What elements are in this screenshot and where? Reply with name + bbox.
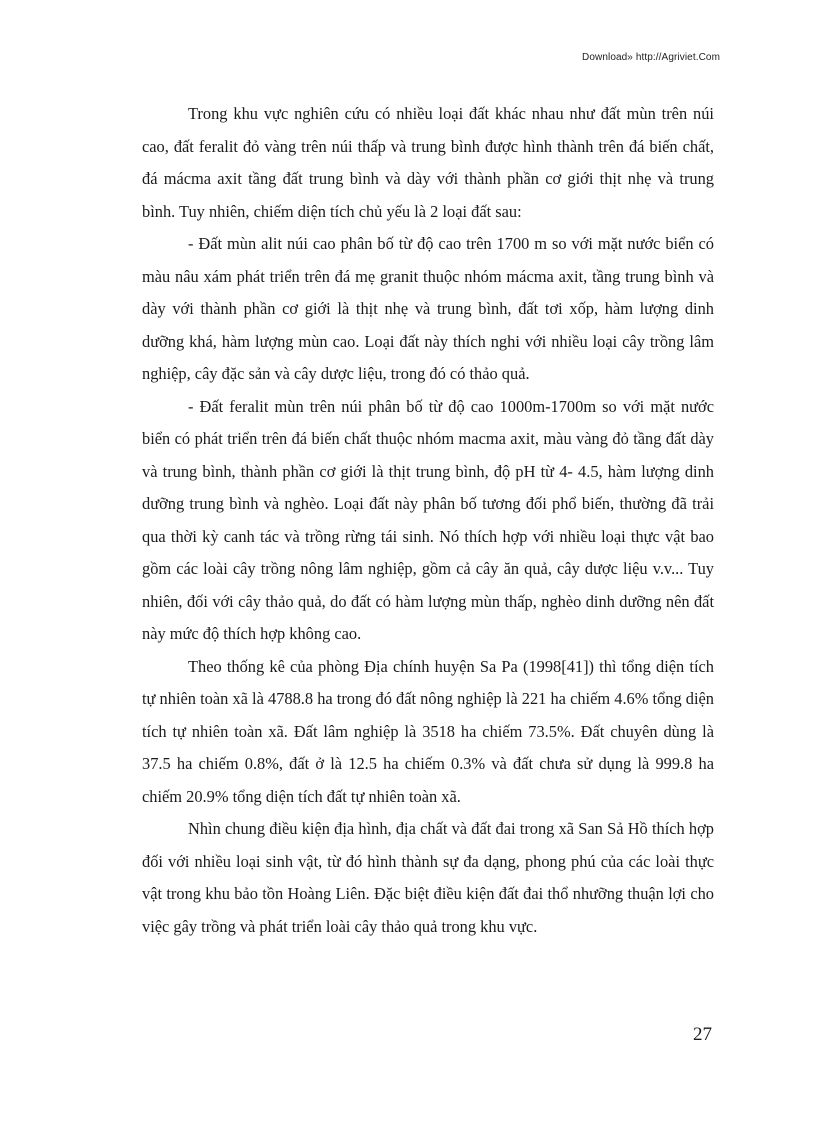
paragraph-alit-humus-soil: - Đất mùn alit núi cao phân bố từ độ cao trên 1700 m so với mặt nước biển có màu nâu xám phát triển trên đá mẹ granit thuộc nhóm mácma axit, tầng trung bình và dày với thành phần cơ giới là thịt nhẹ và trung bình, đất tơi xốp, hàm lượng dinh dưỡng khá, hàm lượng mùn cao. Loại đất này thích nghi với nhiều loại cây trồng lâm nghiệp, cây đặc sản và cây dược liệu, trong đó có thảo quả. bbox=[142, 234, 714, 383]
page-number: 27 bbox=[693, 1024, 712, 1045]
header-download-link: Download» http://Agriviet.Com bbox=[582, 52, 720, 63]
paragraph-land-statistics: Theo thống kê của phòng Địa chính huyện Sa Pa (1998[41]) thì tổng diện tích tự nhiên toàn xã là 4788.8 ha trong đó đất nông nghiệp là 221 ha chiếm 4.6% tổng diện tích tự nhiên toàn xã. Đất lâm nghiệp là 3518 ha chiếm 73.5%. Đất chuyên dùng là 37.5 ha chiếm 0.8%, đất ở là 12.5 ha chiếm 0.3% và đất chưa sử dụng là 999.8 ha chiếm 20.9% tổng diện tích đất tự nhiên toàn xã. bbox=[142, 656, 714, 806]
paragraph-soil-overview: Trong khu vực nghiên cứu có nhiều loại đất khác nhau như đất mùn trên núi cao, đất feralit đỏ vàng trên núi thấp và trung bình được hình thành trên đá biến chất, đá mácma axit tầng đất trung bình và dày với thành phần cơ giới thịt nhẹ và trung bình. Tuy nhiên, chiếm diện tích chủ yếu là 2 loại đất sau: bbox=[142, 104, 714, 221]
document-body bbox=[142, 98, 714, 943]
paragraph-feralit-humus-soil: - Đất feralit mùn trên núi phân bố từ độ cao 1000m-1700m so với mặt nước biển có phát triển trên đá biến chất thuộc nhóm macma axit, màu vàng đỏ tầng đất dày và trung bình, thành phần cơ giới là thịt trung bình, độ pH từ 4- 4.5, hàm lượng dinh dưỡng trung bình và nghèo. Loại đất này phân bố tương đối phổ biến, thường đã trải qua thời kỳ canh tác và trồng rừng tái sinh. Nó thích hợp với nhiều loại thực vật bao gồm các loài cây trồng nông lâm nghiệp, gồm cả cây ăn quả, cây dược liệu v.v... Tuy nhiên, đối với cây thảo quả, do đất có hàm lượng mùn thấp, nghèo dinh dưỡng nên đất này mức độ thích hợp không cao. bbox=[142, 396, 714, 643]
paragraph-conclusion: Nhìn chung điều kiện địa hình, địa chất và đất đai trong xã San Sả Hồ thích hợp đối với nhiều loại sinh vật, từ đó hình thành sự đa dạng, phong phú của các loài thực vật trong khu bảo tồn Hoàng Liên. Đặc biệt điều kiện đất đai thổ nhưỡng thuận lợi cho việc gây trồng và phát triển loài cây thảo quả trong khu vực. bbox=[142, 819, 714, 936]
